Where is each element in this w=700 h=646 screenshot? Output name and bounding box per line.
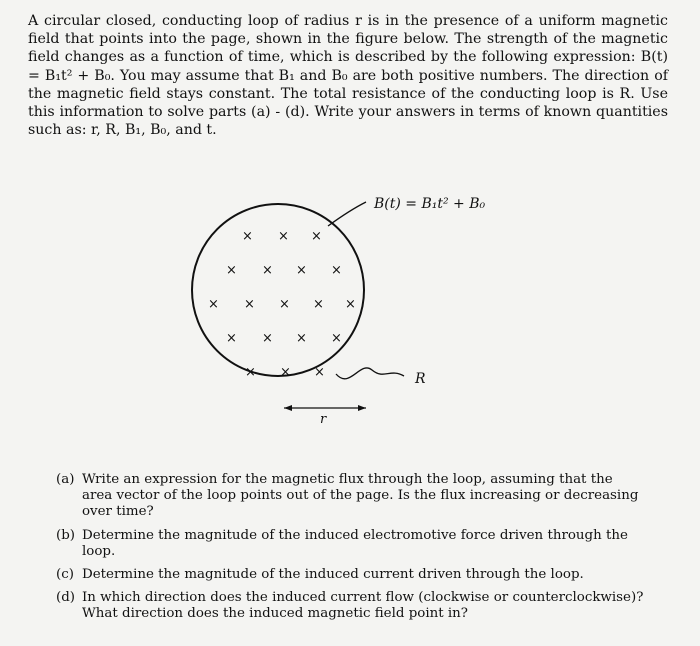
question-text: In which direction does the induced current flow (clockwise or counterclockwise)? What direction does the induced magnetic field point in? [82, 590, 644, 622]
field-into-page-marker: × [331, 263, 342, 278]
field-into-page-marker: × [313, 297, 324, 312]
question-label: (c) [56, 567, 74, 583]
radius-arrow-right-head [358, 405, 366, 411]
field-equation: B(t) = B₁t² + B₀ [374, 196, 486, 212]
question-c [56, 567, 646, 583]
question-text: Determine the magnitude of the induced current driven through the loop. [82, 567, 584, 583]
field-into-page-marker: × [226, 263, 237, 278]
question-b [56, 528, 646, 560]
field-into-page-marker: × [314, 365, 325, 380]
question-text: Determine the magnitude of the induced electromotive force driven through the loop. [82, 527, 628, 559]
question-label: (a) [56, 472, 75, 487]
radius-label: r [320, 412, 327, 427]
field-into-page-marker: × [262, 263, 273, 278]
question-text: Write an expression for the magnetic flux through the loop, assuming that the area vector of the loop points out of the page. Is the flux increasing or decreasing over time? [82, 472, 639, 520]
field-into-page-marker: × [208, 297, 219, 312]
question-list [56, 472, 646, 630]
field-into-page-marker: × [331, 331, 342, 346]
field-into-page-marker: × [226, 331, 237, 346]
field-into-page-marker: × [278, 229, 289, 244]
field-into-page-marker: × [244, 297, 255, 312]
question-label: (d) [56, 590, 76, 606]
loop-diagram [190, 180, 530, 430]
problem-statement: A circular closed, conducting loop of radius r is in the presence of a uniform magnetic field that points into the page, shown in the figure below. The strength of the magnetic field changes as a function of time, which is described by the following expression: B(t) = B₁t² + B₀. You may assume that B₁ and B₀ are both positive numbers. The direction of the magnetic field stays constant. The total resistance of the conducting loop is R. Use this information to solve parts (a) - (d). Write your answers in terms of known quantities such as: r, R, B₁, B₀, and t. [28, 13, 668, 139]
field-into-page-marker: × [262, 331, 273, 346]
question-a [56, 472, 646, 521]
equation-leader-line [328, 202, 366, 226]
field-into-page-marker: × [296, 263, 307, 278]
resistance-label: R [415, 371, 426, 387]
question-d [56, 590, 646, 622]
loop-svg [190, 180, 530, 430]
field-into-page-marker: × [242, 229, 253, 244]
question-label: (b) [56, 527, 76, 543]
field-into-page-marker: × [280, 365, 291, 380]
resistance-leader-line [336, 368, 404, 379]
field-into-page-marker: × [245, 365, 256, 380]
radius-arrow-left-head [284, 405, 292, 411]
field-into-page-marker: × [311, 229, 322, 244]
field-into-page-marker: × [279, 297, 290, 312]
field-into-page-marker: × [296, 331, 307, 346]
field-into-page-marker: × [345, 297, 356, 312]
